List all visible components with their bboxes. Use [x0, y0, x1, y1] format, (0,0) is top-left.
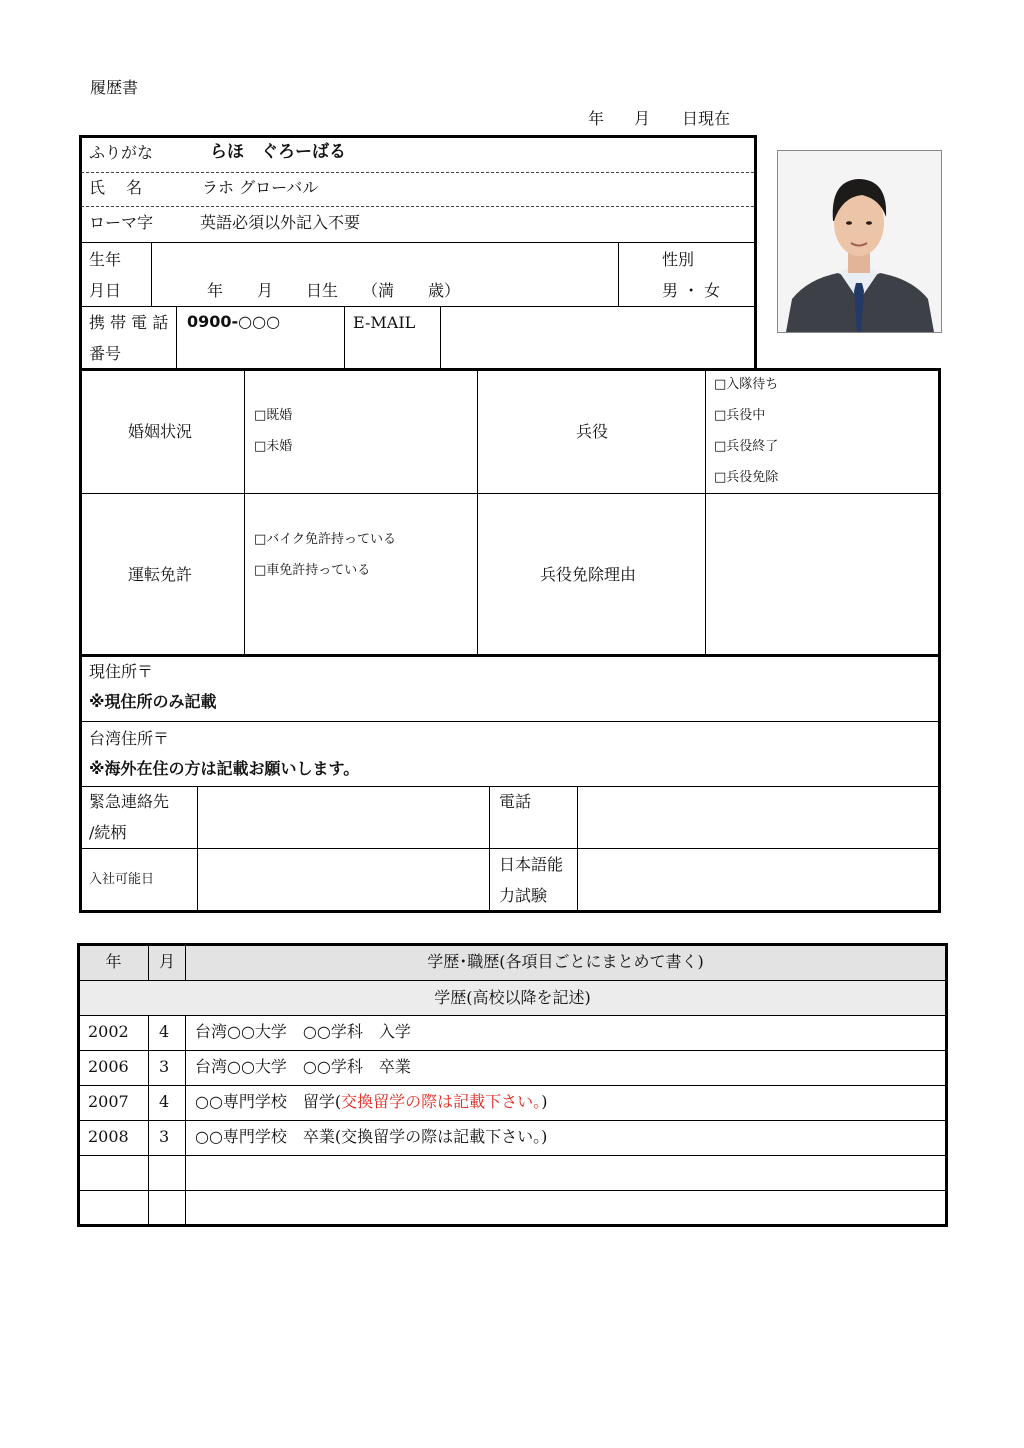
birth-age-open: （満 [362, 281, 395, 300]
grid-bottom-border [79, 910, 941, 913]
marital-option-single[interactable]: □未婚 [254, 439, 293, 454]
history-col-divider-1 [148, 1016, 149, 1225]
license-option-car[interactable]: □車免許持っている [254, 563, 371, 578]
history-row-divider-5 [79, 1190, 946, 1191]
history-row-1-month: 4 [159, 1022, 170, 1041]
military-label: 兵役 [576, 422, 609, 441]
name-label: 氏 名 [89, 178, 143, 197]
history-row-2-month: 3 [159, 1057, 170, 1076]
military-option-completed[interactable]: □兵役終了 [714, 439, 779, 454]
grid-col-divider-2 [477, 370, 478, 655]
exemption-label: 兵役免除理由 [540, 565, 637, 584]
birth-age-close: 歳） [428, 281, 461, 300]
gender-label: 性別 [662, 250, 695, 269]
emergency-col-divider-2 [489, 787, 490, 911]
birth-bottom-divider [81, 306, 754, 307]
emergency-label-1: 緊急連絡先 [89, 792, 170, 811]
history-row-3-close: ) [541, 1092, 548, 1111]
jlpt-label-2: 力試験 [499, 886, 548, 905]
history-row-3-text [195, 1094, 547, 1110]
grid-right-border [938, 368, 941, 913]
form-left-border [79, 135, 82, 913]
marital-option-married[interactable]: □既婚 [254, 408, 293, 423]
history-row-divider-4 [79, 1155, 946, 1156]
history-header-month: 月 [158, 952, 175, 971]
taiwan-address-note: ※海外在住の方は記載お願いします。 [89, 759, 360, 778]
profile-top-border [79, 135, 756, 138]
history-row-3-month: 4 [159, 1092, 170, 1111]
marital-row-divider [81, 493, 939, 494]
history-row-3-note: 交換留学の際は記載下さい。 [341, 1092, 542, 1111]
grid-col-divider-3 [705, 370, 706, 655]
military-option-waiting[interactable]: □入隊待ち [714, 377, 779, 392]
emergency-col-divider-1 [197, 787, 198, 911]
history-row-3-main: ○○専門学校 留学( [195, 1092, 342, 1111]
name-divider [81, 206, 754, 207]
history-row-3-year: 2007 [88, 1092, 129, 1111]
birth-month-label: 月 [257, 281, 274, 300]
furigana-label: ふりがな [89, 143, 154, 162]
phone-label-divider [176, 307, 177, 369]
phone-label-1: 携 帯 電 話 [89, 313, 169, 332]
profile-right-border [754, 135, 757, 370]
person-photo-icon [778, 151, 941, 332]
birth-label-1: 生年 [89, 250, 122, 269]
gender-options[interactable]: 男 ・ 女 [662, 281, 721, 300]
birth-day-label: 日生 [306, 281, 339, 300]
date-day-label: 日現在 [682, 109, 731, 128]
name-value: ラホ グローバル [202, 178, 319, 197]
marital-label: 婚姻状況 [128, 422, 193, 441]
grid-col-divider-1 [244, 370, 245, 655]
emergency-row-divider [81, 848, 939, 849]
history-top-border [77, 943, 948, 946]
date-month-label: 月 [634, 109, 651, 128]
email-label: E-MAIL [353, 313, 416, 332]
id-photo [777, 150, 942, 333]
phone-value: 0900-○○○ [187, 312, 281, 331]
history-row-divider-3 [79, 1120, 946, 1121]
license-option-motorbike[interactable]: □バイク免許持っている [254, 532, 397, 547]
history-col-divider-2 [185, 1016, 186, 1225]
current-address-note: ※現住所のみ記載 [89, 692, 217, 711]
gender-divider [618, 243, 619, 306]
furigana-divider [81, 172, 754, 173]
history-bottom-border [77, 1224, 948, 1227]
military-option-exempt[interactable]: □兵役免除 [714, 470, 779, 485]
birth-label-2: 月日 [89, 281, 122, 300]
history-header-divider [79, 980, 946, 981]
history-section-divider [79, 1015, 946, 1016]
date-year-label: 年 [588, 109, 605, 128]
romaji-label: ローマ字 [89, 213, 154, 232]
emergency-label-2: /続柄 [89, 823, 127, 842]
history-row-divider-2 [79, 1085, 946, 1086]
military-option-serving[interactable]: □兵役中 [714, 408, 766, 423]
phone-label-2: 番号 [89, 344, 122, 363]
history-header-year: 年 [105, 952, 122, 971]
history-row-4-month: 3 [159, 1127, 170, 1146]
history-row-1-text: 台湾○○大学 ○○学科 入学 [195, 1022, 411, 1041]
birth-label-divider [151, 243, 152, 306]
history-row-2-year: 2006 [88, 1057, 129, 1076]
history-row-divider-1 [79, 1050, 946, 1051]
history-row-4-text: ○○専門学校 卒業(交換留学の際は記載下さい。) [195, 1127, 548, 1146]
taiwan-address-label: 台湾住所〒 [89, 729, 170, 748]
history-row-4-year: 2008 [88, 1127, 129, 1146]
phone-value-divider [344, 307, 345, 369]
jlpt-label-1: 日本語能 [499, 855, 564, 874]
history-row-2-text: 台湾○○大学 ○○学科 卒業 [195, 1057, 411, 1076]
furigana-value: らほ ぐろーばる [210, 142, 346, 162]
romaji-value: 英語必須以外記入不要 [200, 213, 361, 232]
history-section-education: 学歴(高校以降を記述) [434, 988, 591, 1007]
emergency-phone-label: 電話 [499, 792, 532, 811]
emergency-col-divider-3 [577, 787, 578, 911]
grid-top-border [79, 368, 941, 371]
birth-year-label: 年 [207, 281, 224, 300]
document-title: 履歴書 [90, 78, 139, 97]
history-row-1-year: 2002 [88, 1022, 129, 1041]
current-address-label: 現住所〒 [89, 662, 154, 681]
address-divider [81, 721, 939, 722]
history-header-content: 学歴･職歴(各項目ごとにまとめて書く) [427, 952, 704, 971]
start-date-label: 入社可能日 [89, 872, 155, 887]
license-label: 運転免許 [128, 565, 193, 584]
romaji-divider [81, 242, 754, 243]
email-label-divider [440, 307, 441, 369]
taiwan-address-divider [81, 786, 939, 787]
license-row-divider [79, 654, 941, 657]
